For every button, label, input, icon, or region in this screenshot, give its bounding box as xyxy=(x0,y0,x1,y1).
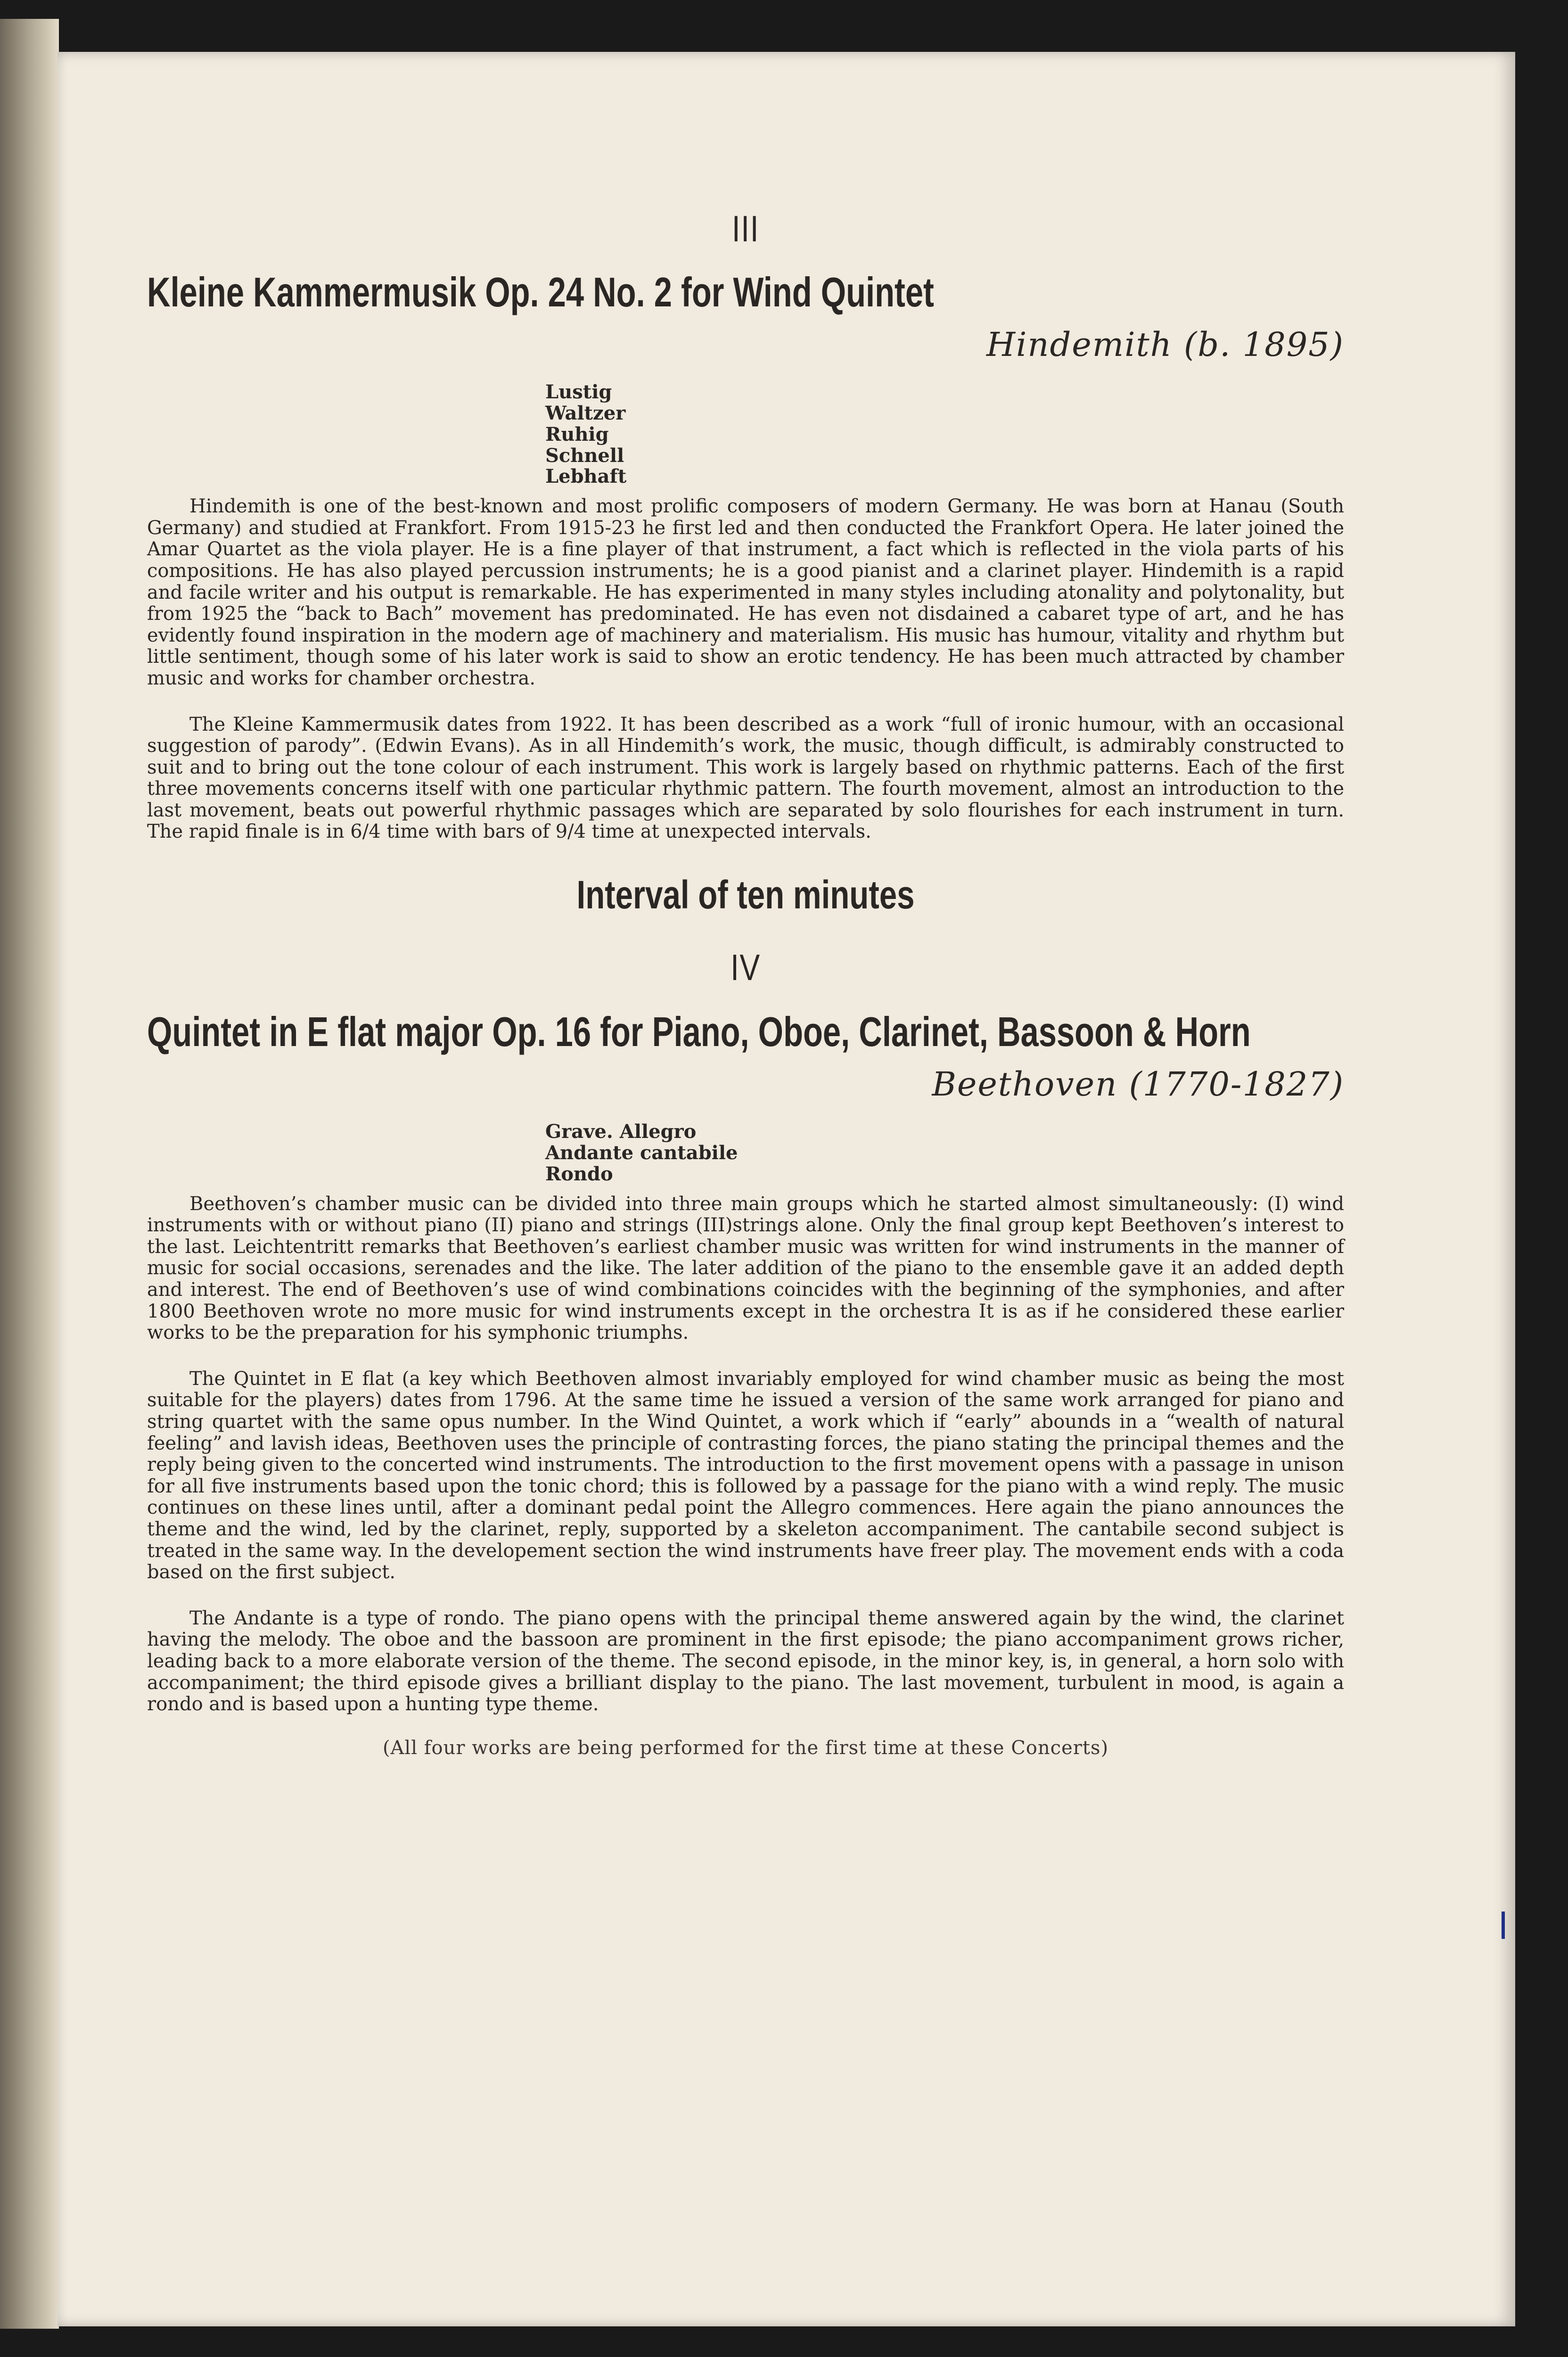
program-note-paragraph: The Quintet in E flat (a key which Beethoven almost invariably employed for wind chamber music as being the most suitable for the players) dates from 1796. At the same time he issued a version of the same work arranged for piano and string quartet with the same opus number. In the Wind Quintet, a work which if “early” abounds in a “wealth of natural feeling” and lavish ideas, Beethoven uses the principle of contrasting forces, the piano stating the principal themes and the reply being given to the concerted wind instruments. The introduction to the first movement opens with a passage in unison for all five instruments based upon the tonic chord; this is followed by a passage for the piano with a wind reply. The music continues on these lines until, after a dominant pedal point the Allegro commences. Here again the piano announces the theme and the wind, led by the clarinet, reply, supported by a skeleton accompaniment. The cantabile second subject is treated in the same way. In the developement section the wind instruments have freer play. The movement ends with a coda based on the first subject. xyxy=(147,1368,1344,1583)
movement-list xyxy=(545,1121,1344,1185)
movement-item: Schnell xyxy=(545,444,624,467)
movement-item: Lustig xyxy=(545,381,612,404)
section-iv xyxy=(147,946,1344,1715)
movement-item: Waltzer xyxy=(545,402,626,424)
section-numeral: IV xyxy=(731,947,761,989)
program-note-paragraph: The Andante is a type of rondo. The piano opens with the principal theme answered again by the wind, the clarinet having the melody. The oboe and the bassoon are prominent in the first episode; the piano accompaniment grows richer, leading back to a more elaborate version of the theme. The second episode, in the minor key, is, in general, a horn solo with accompaniment; the third episode gives a brilliant display to the piano. The last movement, turbulent in mood, is again a rondo and is based upon a hunting type theme. xyxy=(147,1607,1344,1715)
section-iii xyxy=(147,207,1344,843)
book-spine-edge xyxy=(0,19,59,2329)
movement-item: Lebhaft xyxy=(545,465,627,488)
movement-item: Rondo xyxy=(545,1162,613,1185)
movement-item: Andante cantabile xyxy=(545,1142,738,1164)
section-numeral: III xyxy=(731,208,760,249)
movement-item: Grave. Allegro xyxy=(545,1121,697,1143)
work-title: Quintet in E flat major Op. 16 for Piano, Oboe, Clarinet, Bassoon & Horn xyxy=(147,1008,1251,1055)
performance-footnote: (All four works are being performed for the first time at these Concerts) xyxy=(382,1737,1109,1759)
work-title: Kleine Kammermusik Op. 24 No. 2 for Wind Quintet xyxy=(147,269,934,315)
page-edge-tab xyxy=(1502,1912,1505,1939)
movement-list xyxy=(545,382,1344,487)
composer-name: Hindemith (b. 1895) xyxy=(986,325,1344,364)
page-content xyxy=(147,207,1344,1778)
program-note-paragraph: Hindemith is one of the best-known and most prolific composers of modern Germany. He was born at Hanau (South Germany) and studied at Frankfort. From 1915-23 he first led and then conducted the Frankfort Opera. He later joined the Amar Quartet as the viola player. He is a fine player of that instrument, a fact which is reflected in the viola parts of his compositions. He has also played percussion instruments; he is a good pianist and a clarinet player. Hindemith is a rapid and facile writer and his output is remarkable. He has experimented in many styles including atonality and polytonality, but from 1925 the “back to Bach” movement has predominated. He has even not disdained a cabaret type of art, and he has evidently found inspiration in the modern age of machinery and materialism. His music has humour, vitality and rhythm but little sentiment, though some of his later work is said to show an erotic tendency. He has been much attracted by chamber music and works for chamber orchestra. xyxy=(147,495,1344,689)
composer-name: Beethoven (1770-1827) xyxy=(932,1065,1344,1104)
program-note-paragraph: The Kleine Kammermusik dates from 1922. It has been described as a work “full of ironic humour, with an occasional suggestion of parody”. (Edwin Evans). As in all Hindemith’s work, the music, though difficult, is admirably constructed to suit and to bring out the tone colour of each instrument. This work is largely based on rhythmic patterns. Each of the first three movements concerns itself with one particular rhythmic pattern. The fourth movement, almost an introduction to the last movement, beats out powerful rhythmic passages which are separated by solo flourishes for each instrument in turn. The rapid finale is in 6/4 time with bars of 9/4 time at unexpected intervals. xyxy=(147,713,1344,843)
program-note-paragraph: Beethoven’s chamber music can be divided into three main groups which he started almost simultaneously: (I) wind instruments with or without piano (II) piano and strings (III)strings alone. Only the final group kept Beethoven’s interest to the last. Leichtentritt remarks that Beethoven’s earliest chamber music was written for wind instruments in the manner of music for social occasions, serenades and the like. The later addition of the piano to the ensemble gave it an added depth and interest. The end of Beethoven’s use of wind combinations coincides with the beginning of the symphonies, and after 1800 Beethoven wrote no more music for wind instruments except in the orchestra It is as if he considered these earlier works to be the preparation for his symphonic triumphs. xyxy=(147,1193,1344,1344)
movement-item: Ruhig xyxy=(545,423,609,445)
interval-heading: Interval of ten minutes xyxy=(576,873,915,917)
